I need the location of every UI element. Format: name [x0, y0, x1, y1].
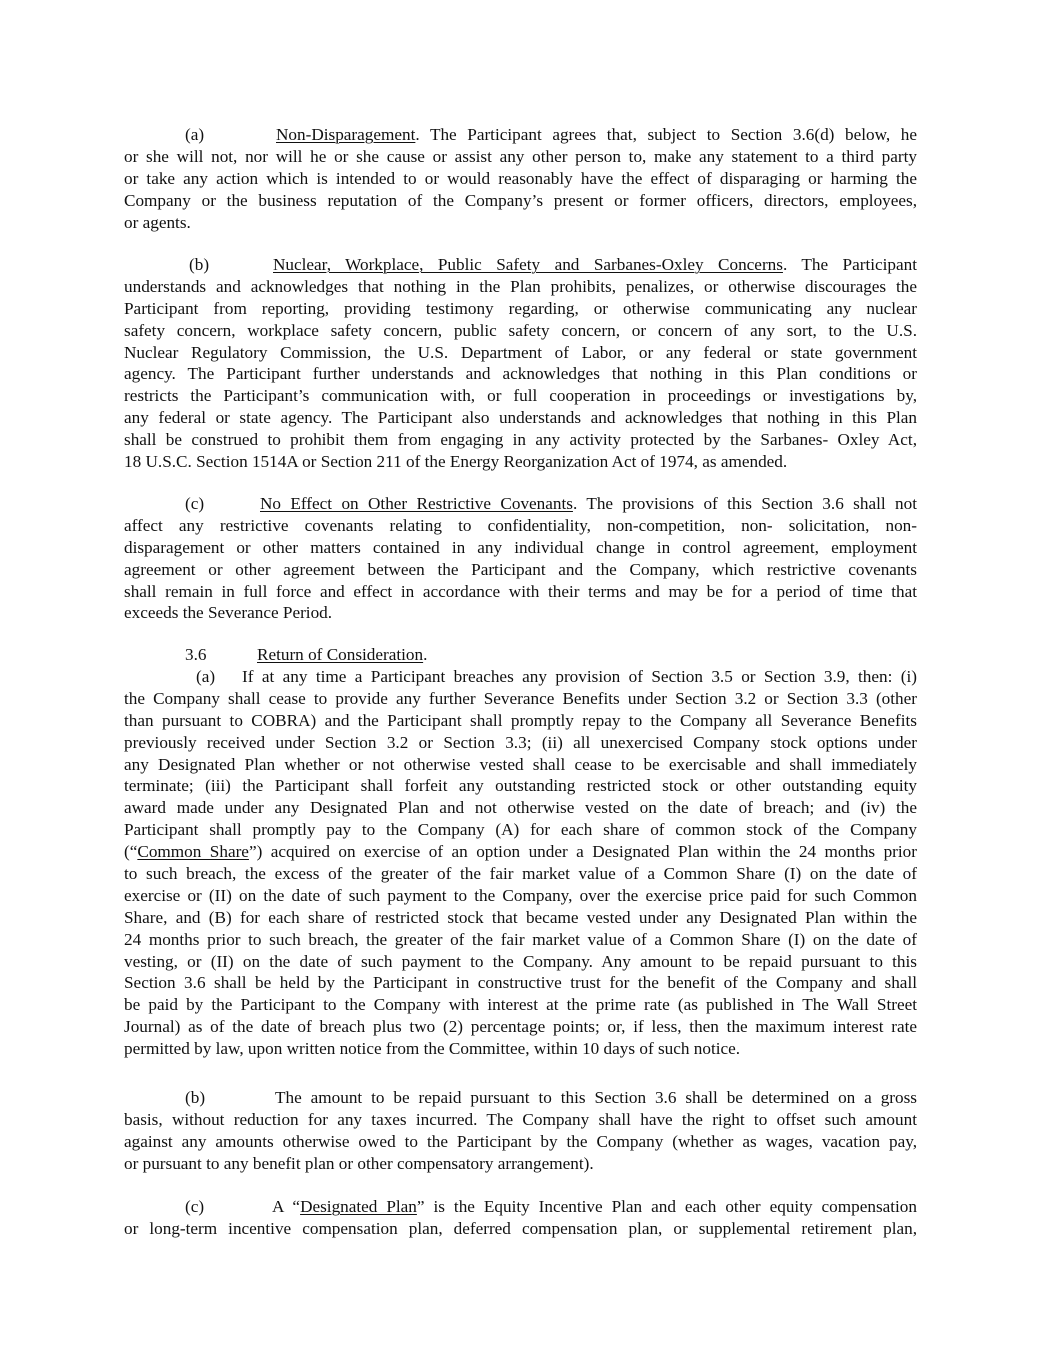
para-non-disparagement — [124, 124, 917, 233]
text-line — [124, 885, 917, 907]
text-segment: to such breach, the excess of the greater of the fair market value of a Common Share (I) on the date of — [124, 864, 917, 884]
text-line — [124, 385, 917, 407]
text-segment: shall be construed to prohibit them from engaging in any activity protected by the Sarbanes- Oxley Act, — [124, 430, 917, 450]
text-line — [124, 581, 917, 603]
text-segment: any Designated Plan whether or not otherwise vested shall cease to be exercisable and shall immediately — [124, 754, 917, 774]
text-line — [124, 602, 917, 624]
text-segment: The amount to be repaid pursuant to this Section 3.6 shall be determined on a gross — [275, 1088, 917, 1107]
text-segment: against any amounts otherwise owed to the Participant by the Company (whether as wages, vacation pay, — [124, 1131, 917, 1151]
text-line — [124, 972, 917, 994]
defined-term-heading: Common Share — [137, 842, 249, 862]
para-3-6-c — [124, 1196, 917, 1240]
text-segment: any federal or state agency. The Participant also understands and acknowledges that nothing in this Plan — [124, 408, 917, 428]
text-segment: . The Participant — [782, 255, 917, 274]
text-segment: award made under any Designated Plan and not otherwise vested on the date of breach; and (iv) the — [124, 798, 917, 818]
defined-term-heading: Return of Consideration — [257, 645, 424, 664]
text-line — [124, 429, 917, 451]
section-label: (c) — [185, 494, 205, 513]
text-segment: exceeds the Severance Period. — [124, 603, 333, 623]
text-segment: Share, and (B) for each share of restricted stock that became vested under any Designated Plan within the — [124, 907, 917, 927]
text-line — [124, 1016, 917, 1038]
text-line — [124, 493, 917, 515]
text-segment: vesting, or (II) on the date of such payment to the Company. Any amount to be repaid pursuant to this — [124, 951, 917, 971]
text-line — [124, 1153, 917, 1175]
text-line — [124, 1087, 917, 1109]
text-segment: Company or the business reputation of the Company’s present or former officers, directors, employees, — [124, 190, 917, 210]
para-no-effect — [124, 493, 917, 624]
text-segment: If at any time a Participant breaches any provision of Section 3.5 or Section 3.9, then: (i) — [242, 667, 917, 686]
text-line — [124, 819, 917, 841]
text-line — [124, 710, 917, 732]
text-segment: shall remain in full force and effect in accordance with their terms and may be for a period of time that — [124, 581, 917, 601]
text-line — [124, 929, 917, 951]
text-line — [124, 515, 917, 537]
text-line — [124, 146, 917, 168]
text-segment: 18 U.S.C. Section 1514A or Section 211 of the Energy Reorganization Act of 1974, as amended. — [124, 452, 788, 472]
text-line — [124, 841, 917, 863]
para-3-6-a — [124, 666, 917, 1060]
text-segment: Journal) as of the date of breach plus two (2) percentage points; or, if less, then the maximum interest rate — [124, 1017, 917, 1037]
text-segment: . — [423, 645, 428, 664]
text-line — [124, 1109, 917, 1131]
text-line — [124, 276, 917, 298]
text-line — [124, 1218, 917, 1240]
text-segment: or she will not, nor will he or she cause or assist any other person to, make any statement to a third party — [124, 146, 917, 166]
text-line — [124, 951, 917, 973]
text-segment: Nuclear Regulatory Commission, the U.S. Department of Labor, or any federal or state government — [124, 342, 917, 362]
text-segment: affect any restrictive covenants relating to confidentiality, non-competition, non- solicitation, non- — [124, 515, 917, 535]
text-segment: or pursuant to any benefit plan or other compensatory arrangement). — [124, 1153, 594, 1173]
para-nuclear-safety — [124, 254, 917, 473]
text-line — [124, 298, 917, 320]
section-3-6-heading — [124, 644, 917, 666]
section-label: (c) — [185, 1197, 205, 1216]
text-line — [124, 994, 917, 1016]
text-line — [124, 190, 917, 212]
text-line — [124, 666, 917, 688]
text-segment: Section 3.6 shall be held by the Participant in constructive trust for the benefit of the Company and shall — [124, 973, 917, 993]
text-line — [124, 775, 917, 797]
text-line — [124, 1196, 917, 1218]
text-line — [124, 907, 917, 929]
text-segment: basis, without reduction for any taxes incurred. The Company shall have the right to offset such amount — [124, 1109, 917, 1129]
text-line — [124, 168, 917, 190]
text-segment: (“ — [124, 842, 138, 862]
text-segment: previously received under Section 3.2 or Section 3.3; (ii) all unexercised Company stock options under — [124, 732, 917, 752]
text-segment: ” is the Equity Incentive Plan and each other equity compensation — [416, 1197, 917, 1216]
section-label: (b) — [189, 255, 210, 274]
text-line — [124, 688, 917, 710]
text-segment: understands and acknowledges that nothing in the Plan prohibits, penalizes, or otherwise discourages the — [124, 276, 917, 296]
text-segment: than pursuant to COBRA) and the Participant shall promptly repay to the Company all Severance Benefits — [124, 710, 917, 730]
text-line — [124, 537, 917, 559]
text-line — [124, 754, 917, 776]
text-line — [124, 559, 917, 581]
text-segment: . The provisions of this Section 3.6 shall not — [572, 494, 917, 513]
text-line — [124, 644, 917, 666]
text-segment: be paid by the Participant to the Company with interest at the prime rate (as published in The Wall Street — [124, 995, 917, 1015]
text-segment: the Company shall cease to provide any further Severance Benefits under Section 3.2 or Section 3.3 (other — [124, 688, 917, 708]
text-segment: or take any action which is intended to or would reasonably have the effect of disparaging or harming the — [124, 168, 917, 188]
text-line — [124, 342, 917, 364]
text-segment: A “ — [272, 1197, 301, 1216]
defined-term-heading: No Effect on Other Restrictive Covenants — [260, 494, 573, 513]
text-line — [124, 797, 917, 819]
section-label: (a) — [185, 125, 205, 144]
text-line — [124, 407, 917, 429]
text-segment: or agents. — [124, 212, 191, 232]
defined-term-heading: Nuclear, Workplace, Public Safety and Sarbanes-Oxley Concerns — [273, 255, 783, 274]
section-label: (b) — [185, 1088, 206, 1107]
text-segment: disparagement or other matters contained in any individual change in control agreement, employment — [124, 537, 917, 557]
text-segment: restricts the Participant’s communication with, or full cooperation in proceedings or investigations by, — [124, 386, 917, 406]
text-segment: Participant from reporting, providing testimony regarding, or otherwise communicating any nuclear — [124, 298, 917, 318]
text-segment: agreement or other agreement between the Participant and the Company, which restrictive covenants — [124, 559, 917, 579]
text-segment: . The Participant agrees that, subject to Section 3.6(d) below, he — [415, 125, 917, 144]
para-3-6-b — [124, 1087, 917, 1175]
defined-term-heading: Non-Disparagement — [276, 125, 416, 144]
text-segment: Participant shall promptly pay to the Company (A) for each share of common stock of the Company — [124, 820, 917, 840]
text-line — [124, 212, 917, 234]
text-segment: or long-term incentive compensation plan, deferred compensation plan, or supplemental retirement plan, — [124, 1218, 917, 1238]
text-segment: exercise or (II) on the date of such payment to the Company, over the exercise price paid for such Common — [124, 885, 917, 905]
text-line — [124, 124, 917, 146]
text-segment: ”) acquired on exercise of an option under a Designated Plan within the 24 months prior — [248, 842, 917, 862]
defined-term-heading: Designated Plan — [300, 1197, 417, 1216]
text-segment: 24 months prior to such breach, the greater of the fair market value of a Common Share (I) on the date of — [124, 929, 917, 949]
text-line — [124, 320, 917, 342]
text-line — [124, 363, 917, 385]
text-segment: terminate; (iii) the Participant shall forfeit any outstanding restricted stock or other outstanding equity — [124, 776, 917, 796]
text-line — [124, 1038, 917, 1060]
text-line — [124, 1131, 917, 1153]
section-label: 3.6 — [185, 645, 207, 664]
section-label: (a) — [196, 667, 216, 686]
text-line — [124, 863, 917, 885]
text-segment: agency. The Participant further understands and acknowledges that nothing in this Plan conditions or — [124, 364, 917, 384]
text-line — [124, 732, 917, 754]
text-line — [124, 254, 917, 276]
text-line — [124, 451, 917, 473]
text-segment: permitted by law, upon written notice from the Committee, within 10 days of such notice. — [124, 1039, 741, 1059]
text-segment: safety concern, workplace safety concern, public safety concern, or concern of any sort, to the U.S. — [124, 320, 917, 340]
